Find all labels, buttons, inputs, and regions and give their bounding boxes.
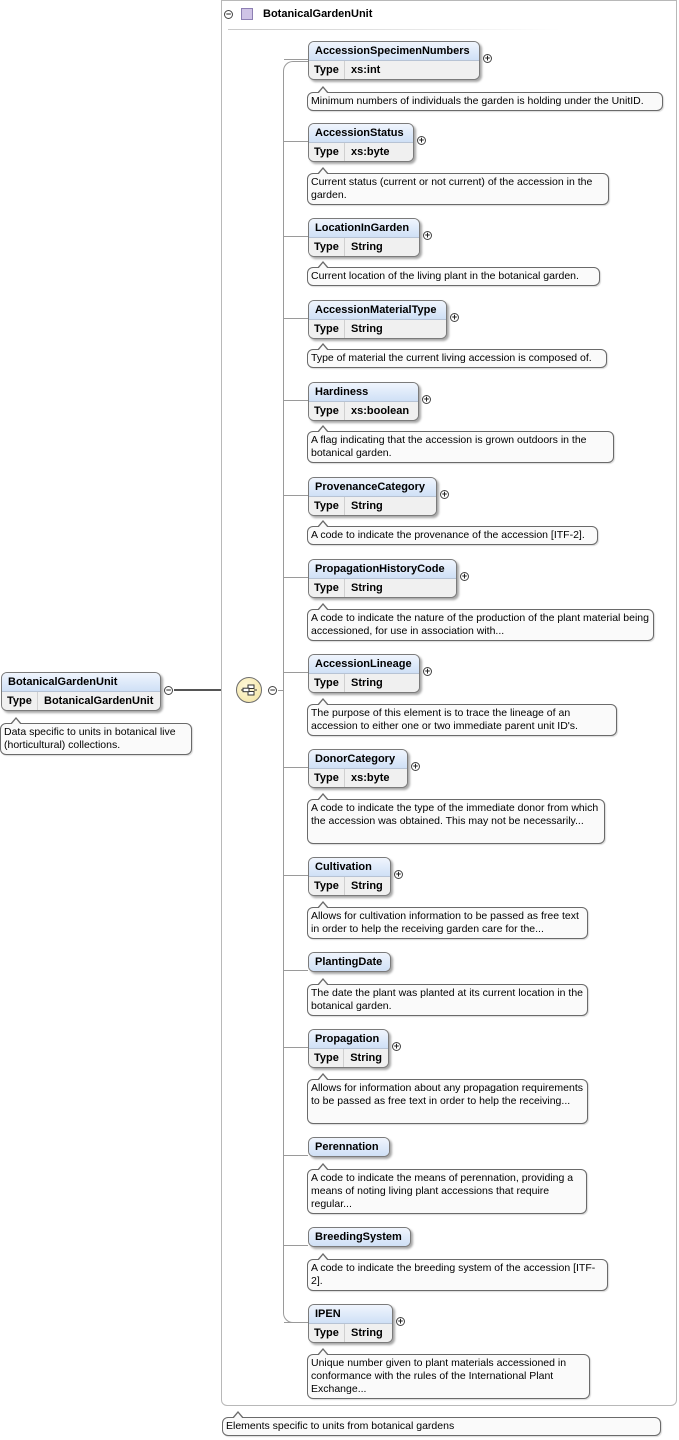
- element-documentation: A flag indicating that the accession is grown outdoors in the botanical garden.: [307, 431, 614, 463]
- container-collapse-icon[interactable]: −: [225, 8, 232, 19]
- type-value: xs:byte: [351, 772, 390, 784]
- type-label: Type: [309, 674, 345, 692]
- element-name: AccessionSpecimenNumbers: [309, 42, 479, 61]
- element-box[interactable]: [308, 1227, 411, 1247]
- plus-circle-icon[interactable]: +: [395, 869, 402, 879]
- type-label: Type: [309, 877, 345, 895]
- plus-circle-icon[interactable]: +: [424, 230, 431, 240]
- root-type-value: BotanicalGardenUnit: [44, 695, 154, 707]
- element-type-row: [309, 497, 436, 515]
- branch-line: [284, 318, 308, 319]
- plus-circle-icon[interactable]: +: [412, 761, 419, 771]
- branch-line: [284, 970, 308, 971]
- element-documentation: A code to indicate the nature of the production of the plant material being accessioned, for use in association with...: [307, 609, 654, 641]
- plus-circle-icon[interactable]: +: [441, 489, 448, 499]
- element-name: AccessionLineage: [309, 655, 419, 674]
- element-type-row: [309, 877, 390, 895]
- root-element-type-row: [2, 692, 160, 710]
- element-box[interactable]: [308, 41, 480, 80]
- branch-line: [284, 400, 308, 401]
- element-documentation: Unique number given to plant materials accessioned in conformance with the rules of the International Plant Exchange...: [307, 1354, 590, 1399]
- element-name: DonorCategory: [309, 750, 407, 769]
- element-box[interactable]: [308, 1304, 393, 1343]
- type-value: xs:int: [351, 64, 381, 76]
- element-documentation: Type of material the current living accession is composed of.: [307, 349, 607, 368]
- element-documentation: The purpose of this element is to trace the lineage of an accession to either one or two immediate parent unit ID's.: [307, 704, 617, 736]
- element-name: Hardiness: [309, 383, 418, 402]
- branch-line: [284, 577, 308, 578]
- element-type-row: [309, 402, 418, 420]
- element-type-row: [309, 1324, 392, 1342]
- branch-line: [284, 141, 308, 142]
- element-documentation: Current location of the living plant in the botanical garden.: [307, 267, 600, 286]
- branch-line: [284, 875, 308, 876]
- root-element-box[interactable]: [1, 672, 161, 711]
- type-value: xs:byte: [351, 146, 390, 158]
- element-type-row: [309, 579, 456, 597]
- type-value: String: [351, 241, 383, 253]
- type-label: Type: [309, 238, 345, 256]
- element-box[interactable]: [308, 218, 420, 257]
- element-name: AccessionStatus: [309, 124, 413, 143]
- type-label: Type: [309, 61, 345, 79]
- element-type-row: [309, 143, 413, 161]
- branch-line: [284, 59, 308, 60]
- element-documentation: A code to indicate the breeding system of the accession [ITF-2].: [307, 1259, 608, 1291]
- branch-line: [284, 672, 308, 673]
- element-documentation: A code to indicate the means of perennation, providing a means of noting living plant accessions that require regular...: [307, 1169, 587, 1214]
- root-element-name: BotanicalGardenUnit: [2, 673, 160, 692]
- element-type-row: [309, 238, 419, 256]
- branch-line: [284, 1245, 308, 1246]
- sequence-spine: [283, 61, 309, 1323]
- sequence-collapse-icon[interactable]: −: [269, 685, 276, 695]
- type-value: String: [351, 880, 383, 892]
- container-header-divider: [228, 29, 560, 30]
- type-value: String: [351, 500, 383, 512]
- root-type-label: Type: [2, 692, 38, 710]
- element-box[interactable]: [308, 952, 391, 972]
- type-label: Type: [309, 402, 345, 420]
- plus-circle-icon[interactable]: +: [418, 135, 425, 145]
- element-name: Perennation: [309, 1138, 389, 1156]
- element-documentation: Minimum numbers of individuals the garden is holding under the UnitID.: [307, 92, 663, 111]
- branch-line: [284, 1155, 308, 1156]
- sequence-glyph-icon: [241, 684, 257, 696]
- type-label: Type: [309, 320, 345, 338]
- branch-line: [284, 495, 308, 496]
- type-value: String: [351, 323, 383, 335]
- element-documentation: A code to indicate the provenance of the accession [ITF-2].: [307, 526, 598, 545]
- element-box[interactable]: [308, 857, 391, 896]
- element-documentation: Allows for information about any propagation requirements to be passed as free text in order to help the receiving...: [307, 1079, 588, 1124]
- element-type-row: [309, 1049, 388, 1067]
- element-box[interactable]: [308, 749, 408, 788]
- element-name: PropagationHistoryCode: [309, 560, 456, 579]
- plus-circle-icon[interactable]: +: [393, 1041, 400, 1051]
- container-documentation: Elements specific to units from botanical gardens: [222, 1417, 661, 1436]
- container-title: BotanicalGardenUnit: [263, 8, 373, 20]
- type-value: String: [351, 582, 383, 594]
- plus-circle-icon[interactable]: +: [451, 312, 458, 322]
- branch-line: [284, 1047, 308, 1048]
- type-label: Type: [309, 769, 345, 787]
- root-collapse-icon[interactable]: −: [165, 685, 172, 695]
- branch-line: [284, 236, 308, 237]
- type-value: String: [350, 1052, 382, 1064]
- branch-line: [284, 767, 308, 768]
- type-label: Type: [309, 143, 345, 161]
- element-box[interactable]: [308, 1137, 390, 1157]
- element-box[interactable]: [308, 477, 437, 516]
- type-value: xs:boolean: [351, 405, 410, 417]
- type-value: String: [351, 677, 383, 689]
- type-label: Type: [309, 1049, 344, 1067]
- element-type-row: [309, 320, 446, 338]
- plus-circle-icon[interactable]: +: [423, 394, 430, 404]
- sequence-spine-connector: [278, 690, 284, 691]
- element-name: BreedingSystem: [309, 1228, 410, 1246]
- element-documentation: Current status (current or not current) of the accession in the garden.: [307, 173, 609, 205]
- plus-circle-icon[interactable]: +: [484, 53, 491, 63]
- element-name: IPEN: [309, 1305, 392, 1324]
- element-type-row: [309, 769, 407, 787]
- element-name: Propagation: [309, 1030, 388, 1049]
- element-name: Cultivation: [309, 858, 390, 877]
- element-name: LocationInGarden: [309, 219, 419, 238]
- element-documentation: Allows for cultivation information to be passed as free text in order to help the receiving garden care for the...: [307, 907, 588, 939]
- plus-circle-icon[interactable]: +: [424, 666, 431, 676]
- complex-type-icon: [241, 8, 253, 20]
- element-name: AccessionMaterialType: [309, 301, 446, 320]
- element-name: ProvenanceCategory: [309, 478, 436, 497]
- sequence-compositor-icon[interactable]: [236, 677, 262, 703]
- element-box[interactable]: [308, 300, 447, 339]
- element-box[interactable]: [308, 382, 419, 421]
- element-box[interactable]: [308, 123, 414, 162]
- container-header: [224, 5, 554, 23]
- plus-circle-icon[interactable]: +: [397, 1316, 404, 1326]
- element-box[interactable]: [308, 559, 457, 598]
- element-box[interactable]: [308, 654, 420, 693]
- type-label: Type: [309, 497, 345, 515]
- type-value: String: [351, 1327, 383, 1339]
- element-type-row: [309, 61, 479, 79]
- branch-line: [284, 1322, 308, 1323]
- type-label: Type: [309, 579, 345, 597]
- element-documentation: The date the plant was planted at its current location in the botanical garden.: [307, 984, 588, 1016]
- plus-circle-icon[interactable]: +: [461, 571, 468, 581]
- type-label: Type: [309, 1324, 345, 1342]
- element-box[interactable]: [308, 1029, 389, 1068]
- element-type-row: [309, 674, 419, 692]
- root-documentation: Data specific to units in botanical live (horticultural) collections.: [0, 723, 192, 755]
- element-documentation: A code to indicate the type of the immediate donor from which the accession was obtained. This may not be necessarily...: [307, 799, 605, 844]
- element-name: PlantingDate: [309, 953, 390, 971]
